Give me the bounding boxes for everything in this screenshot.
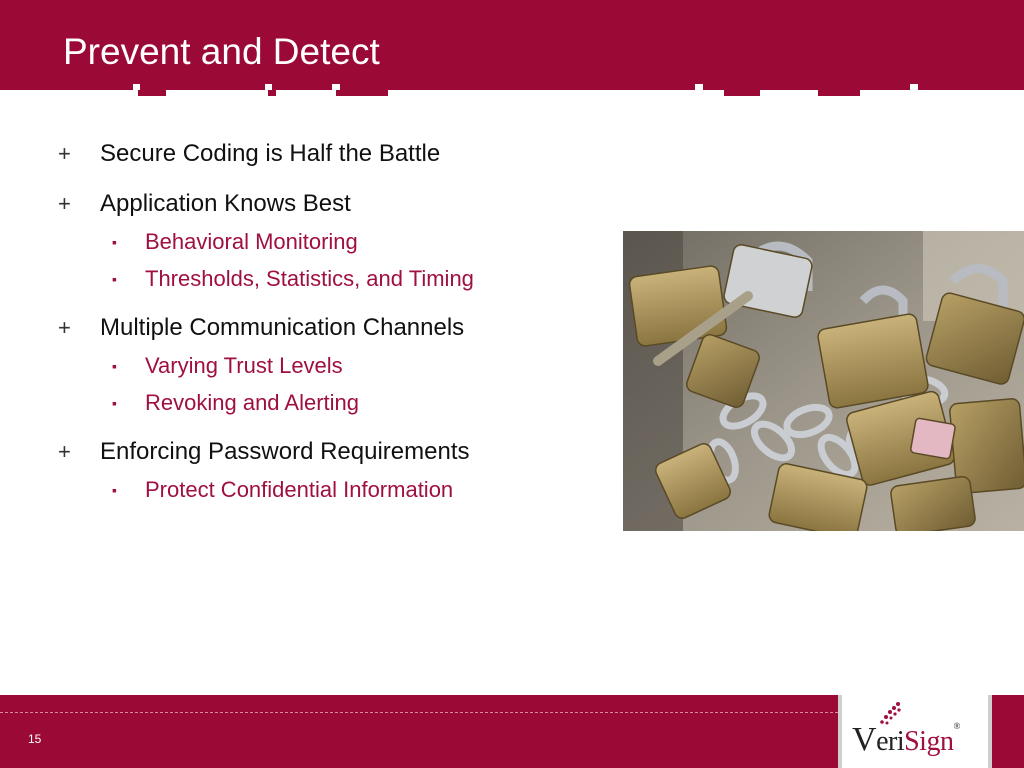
footer-divider: [0, 712, 838, 713]
plus-marker: +: [58, 315, 71, 340]
square-marker: ▪: [112, 395, 117, 411]
sub-bullet-item: [58, 388, 618, 418]
sub-bullet-item: [58, 351, 618, 381]
bullet-item: [58, 138, 618, 170]
plus-marker: +: [58, 141, 71, 166]
square-marker: ▪: [112, 482, 117, 498]
header-strip: [0, 84, 1024, 98]
sub-bullet-text: Behavioral Monitoring: [145, 229, 358, 254]
bullet-item: [58, 436, 618, 468]
verisign-logo: [838, 695, 992, 768]
bullet-text: Application Knows Best: [100, 190, 351, 217]
square-marker: ▪: [112, 234, 117, 250]
sub-bullet-text: Protect Confidential Information: [145, 477, 454, 502]
bullet-list: [58, 138, 618, 505]
bullet-item: [58, 188, 618, 220]
sub-bullet-text: Revoking and Alerting: [145, 390, 360, 415]
plus-marker: +: [58, 191, 71, 216]
plus-marker: +: [58, 439, 71, 464]
sub-bullet-text: Varying Trust Levels: [145, 353, 343, 378]
square-marker: ▪: [112, 271, 117, 287]
logo-wordmark: VeriSign®: [852, 721, 960, 758]
footer-band: [0, 695, 838, 768]
bullet-item: [58, 312, 618, 344]
bullet-text: Secure Coding is Half the Battle: [100, 140, 441, 167]
header-band: [0, 0, 1024, 84]
slide-title: Prevent and Detect: [63, 31, 380, 72]
sub-bullet-text: Thresholds, Statistics, and Timing: [145, 266, 474, 291]
bullet-text: Multiple Communication Channels: [100, 314, 465, 341]
sub-bullet-item: [58, 227, 618, 257]
sub-bullet-item: [58, 264, 618, 294]
page-number: 15: [28, 732, 42, 746]
footer-band-right: [992, 695, 1024, 768]
bullet-text: Enforcing Password Requirements: [100, 438, 470, 465]
square-marker: ▪: [112, 358, 117, 374]
sub-bullet-item: [58, 475, 618, 505]
padlocks-photo: [623, 231, 1024, 531]
